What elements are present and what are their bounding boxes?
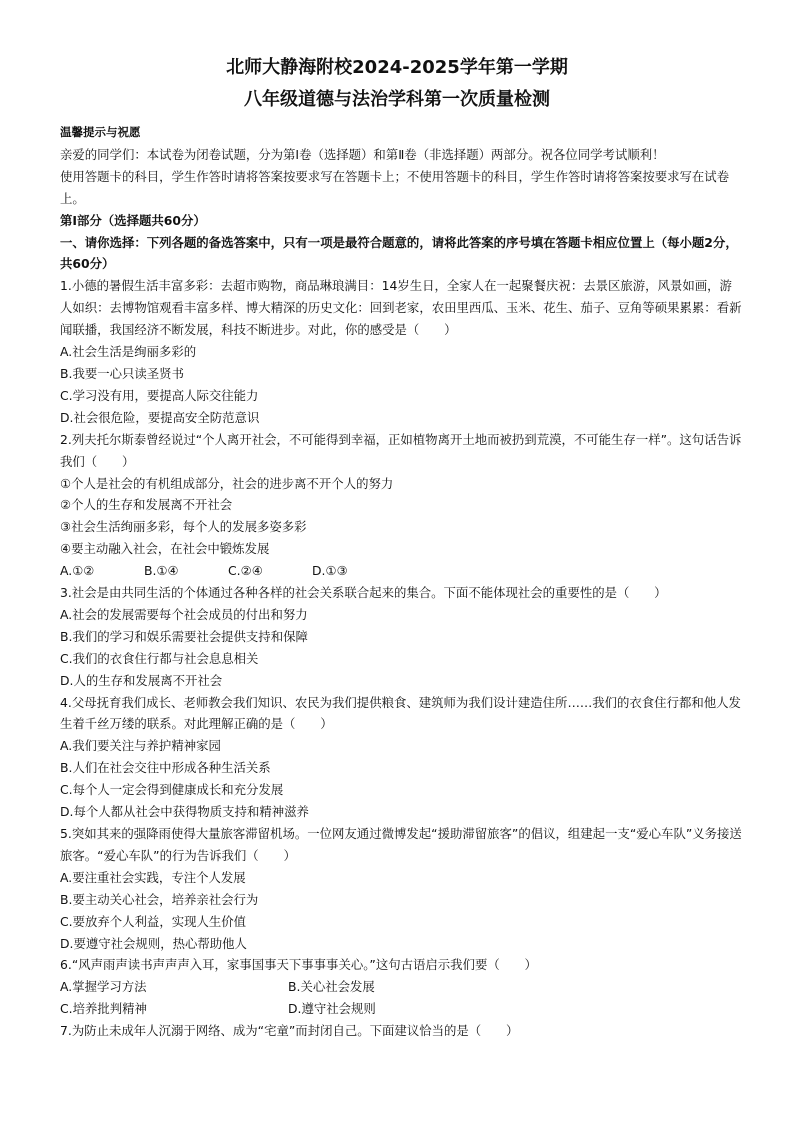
notice-heading: 温馨提示与祝愿 <box>60 125 141 139</box>
question-5-option-b: B.要主动关心社会，培养亲社会行为 <box>60 891 259 907</box>
question-6-option-d: D.遵守社会规则 <box>288 1001 376 1017</box>
question-1-option-c: C.学习没有用，要提高人际交往能力 <box>60 387 259 403</box>
question-5-option-d: D.要遵守社会规则，热心帮助他人 <box>60 935 247 951</box>
exam-subtitle: 八年级道德与法治学科第一次质量检测 <box>244 89 550 110</box>
question-6-option-a: A.掌握学习方法 <box>60 979 147 995</box>
notice-paragraph-1: 亲爱的同学们：本试卷为闭卷试题，分为第Ⅰ卷（选择题）和第Ⅱ卷（非选择题）两部分。祝各位同学考试顺利！ <box>60 146 665 162</box>
question-2-option-d: D.①③ <box>312 563 348 579</box>
question-5-stem: 5.突如其来的强降雨使得大量旅客滞留机场。一位网友通过微博发起“援助滞留旅客”的倡议，组建起一支“爱心车队”义务接送旅客。“爱心车队”的行为告诉我们（ ） <box>60 826 742 863</box>
question-2-options <box>60 560 744 582</box>
notice-paragraph-2: 使用答题卡的科目，学生作答时请将答案按要求写在答题卡上；不使用答题卡的科目，学生作答时请将答案按要求写在试卷上。 <box>60 168 730 206</box>
question-2-option-c: C.②④ <box>228 563 263 579</box>
question-2-option-a: A.①② <box>60 563 95 579</box>
question-3-stem: 3.社会是由共同生活的个体通过各种各样的社会关系联合起来的集合。下面不能体现社会的重要性的是（ ） <box>60 585 667 601</box>
question-6-options-row-2 <box>60 998 744 1020</box>
question-3-option-c: C.我们的衣食住行都与社会息息相关 <box>60 650 259 666</box>
question-3-option-d: D.人的生存和发展离不开社会 <box>60 672 223 688</box>
question-1-option-b: B.我要一心只读圣贤书 <box>60 365 184 381</box>
exam-title: 北师大静海附校2024-2025学年第一学期 <box>226 57 568 78</box>
question-6-stem: 6.“风声雨声读书声声声入耳，家事国事天下事事事关心。”这句古语启示我们要（ ） <box>60 957 537 973</box>
question-1-stem: 1.小德的暑假生活丰富多彩：去超市购物，商品琳琅满目：14岁生日，全家人在一起聚餐庆祝：去景区旅游，风景如画，游人如织：去博物馆观看丰富多样、博大精深的历史文化：回到老家，农田里西瓜、玉米、花生、茄子、豆角等硕果累累：看新闻联播，我国经济不断发展，科技不断进步。对此，你的感受是（ ） <box>60 278 742 338</box>
question-6-option-b: B.关心社会发展 <box>288 979 375 995</box>
question-2-stem: 2.列夫托尔斯泰曾经说过“个人离开社会，不可能得到幸福，正如植物离开土地而被扔到荒漠，不可能生存一样”。这句话告诉我们（ ） <box>60 431 742 469</box>
question-3-option-a: A.社会的发展需要每个社会成员的付出和努力 <box>60 606 308 622</box>
part-title: 第Ⅰ部分（选择题共60分） <box>60 212 206 228</box>
question-4-option-a: A.我们要关注与养护精神家园 <box>60 738 221 754</box>
question-4-option-b: B.人们在社会交往中形成各种生活关系 <box>60 760 271 776</box>
section-instruction: 一、请你选择：下列各题的备选答案中，只有一项是最符合题意的，请将此答案的序号填在答题卡相应位置上（每小题2分，共60分） <box>60 234 738 272</box>
question-2-statement-3: ③社会生活绚丽多彩，每个人的发展多姿多彩 <box>60 519 307 535</box>
question-3-option-b: B.我们的学习和娱乐需要社会提供支持和保障 <box>60 628 308 644</box>
question-2-statement-4: ④要主动融入社会，在社会中锻炼发展 <box>60 541 270 557</box>
question-1-option-d: D.社会很危险，要提高安全防范意识 <box>60 409 260 425</box>
question-5-option-a: A.要注重社会实践，专注个人发展 <box>60 869 246 885</box>
question-4-option-d: D.每个人都从社会中获得物质支持和精神滋养 <box>60 804 309 820</box>
question-4-stem: 4.父母抚育我们成长、老师教会我们知识、农民为我们提供粮食、建筑师为我们设计建造住所……我们的衣食住行都和他人发生着千丝万缕的联系。对此理解正确的是（ ） <box>60 694 741 732</box>
question-2-option-b: B.①④ <box>144 563 179 579</box>
question-7-stem: 7.为防止未成年人沉溺于网络、成为“宅童”而封闭自己。下面建议恰当的是（ ） <box>60 1023 519 1039</box>
question-6-option-c: C.培养批判精神 <box>60 1001 147 1017</box>
exam-body <box>60 122 744 1042</box>
question-2-statement-1: ①个人是社会的有机组成部分，社会的进步离不开个人的努力 <box>60 475 394 491</box>
question-4-option-c: C.每个人一定会得到健康成长和充分发展 <box>60 782 284 798</box>
question-6-options-row-1 <box>60 976 744 998</box>
question-2-statement-2: ②个人的生存和发展离不开社会 <box>60 497 233 513</box>
question-5-option-c: C.要放弃个人利益，实现人生价值 <box>60 913 247 929</box>
question-1-option-a: A.社会生活是绚丽多彩的 <box>60 344 197 360</box>
